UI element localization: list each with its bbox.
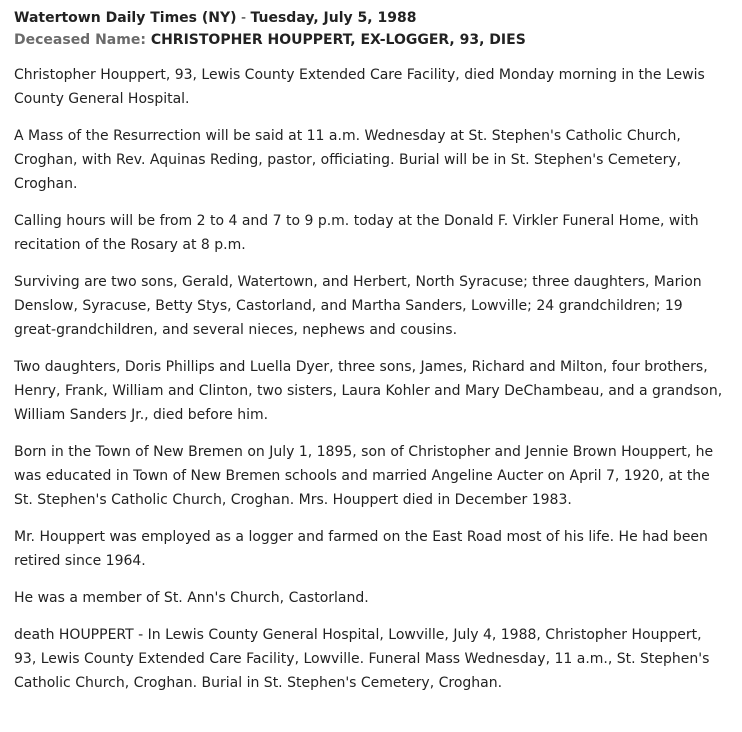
obituary-body — [14, 63, 728, 695]
publication-line — [14, 7, 728, 29]
paragraph-death-record: death HOUPPERT - In Lewis County General Hospital, Lowville, July 4, 1988, Christopher Houppert, 93, Lewis County Extended Care Facility, Lowville. Funeral Mass Wednesday, 11 a.m., St. Stephen's Catholic Church, Croghan. Burial in St. Stephen's Cemetery, Croghan. — [14, 627, 710, 691]
publication-name: Watertown Daily Times (NY) — [14, 10, 237, 26]
deceased-name: CHRISTOPHER HOUPPERT, EX-LOGGER, 93, DIES — [150, 32, 526, 48]
publication-date: Tuesday, July 5, 1988 — [250, 10, 417, 26]
paragraph-occupation: Mr. Houppert was employed as a logger and farmed on the East Road most of his life. He had been retired since 1964. — [14, 529, 708, 569]
deceased-label: Deceased Name: — [14, 32, 146, 48]
obituary-header — [14, 7, 728, 51]
paragraph-survivors: Surviving are two sons, Gerald, Watertown, and Herbert, North Syracuse; three daughters, Marion Denslow, Syracuse, Betty Stys, Castorland, and Martha Sanders, Lowville; 24 grandchildren; 19 great-grandchildren, and several nieces, nephews and cousins. — [14, 274, 702, 338]
paragraph-predeceased: Two daughters, Doris Phillips and Luella Dyer, three sons, James, Richard and Milton, four brothers, Henry, Frank, William and Clinton, two sisters, Laura Kohler and Mary DeChambeau, and a grandson, William Sanders Jr., died before him. — [14, 359, 723, 423]
paragraph-membership: He was a member of St. Ann's Church, Castorland. — [14, 590, 369, 606]
header-separator: - — [236, 10, 251, 26]
paragraph-mass: A Mass of the Resurrection will be said at 11 a.m. Wednesday at St. Stephen's Catholic Church, Croghan, with Rev. Aquinas Reding, pastor, officiating. Burial will be in St. Stephen's Cemetery, Croghan. — [14, 128, 682, 192]
paragraph-death-notice: Christopher Houppert, 93, Lewis County Extended Care Facility, died Monday morning in the Lewis County General Hospital. — [14, 67, 705, 107]
paragraph-calling-hours: Calling hours will be from 2 to 4 and 7 to 9 p.m. today at the Donald F. Virkler Funeral Home, with recitation of the Rosary at 8 p.m. — [14, 213, 699, 253]
deceased-line — [14, 29, 728, 51]
paragraph-biography: Born in the Town of New Bremen on July 1, 1895, son of Christopher and Jennie Brown Houppert, he was educated in Town of New Bremen schools and married Angeline Aucter on April 7, 1920, at the St. Stephen's Catholic Church, Croghan. Mrs. Houppert died in December 1983. — [14, 444, 714, 508]
